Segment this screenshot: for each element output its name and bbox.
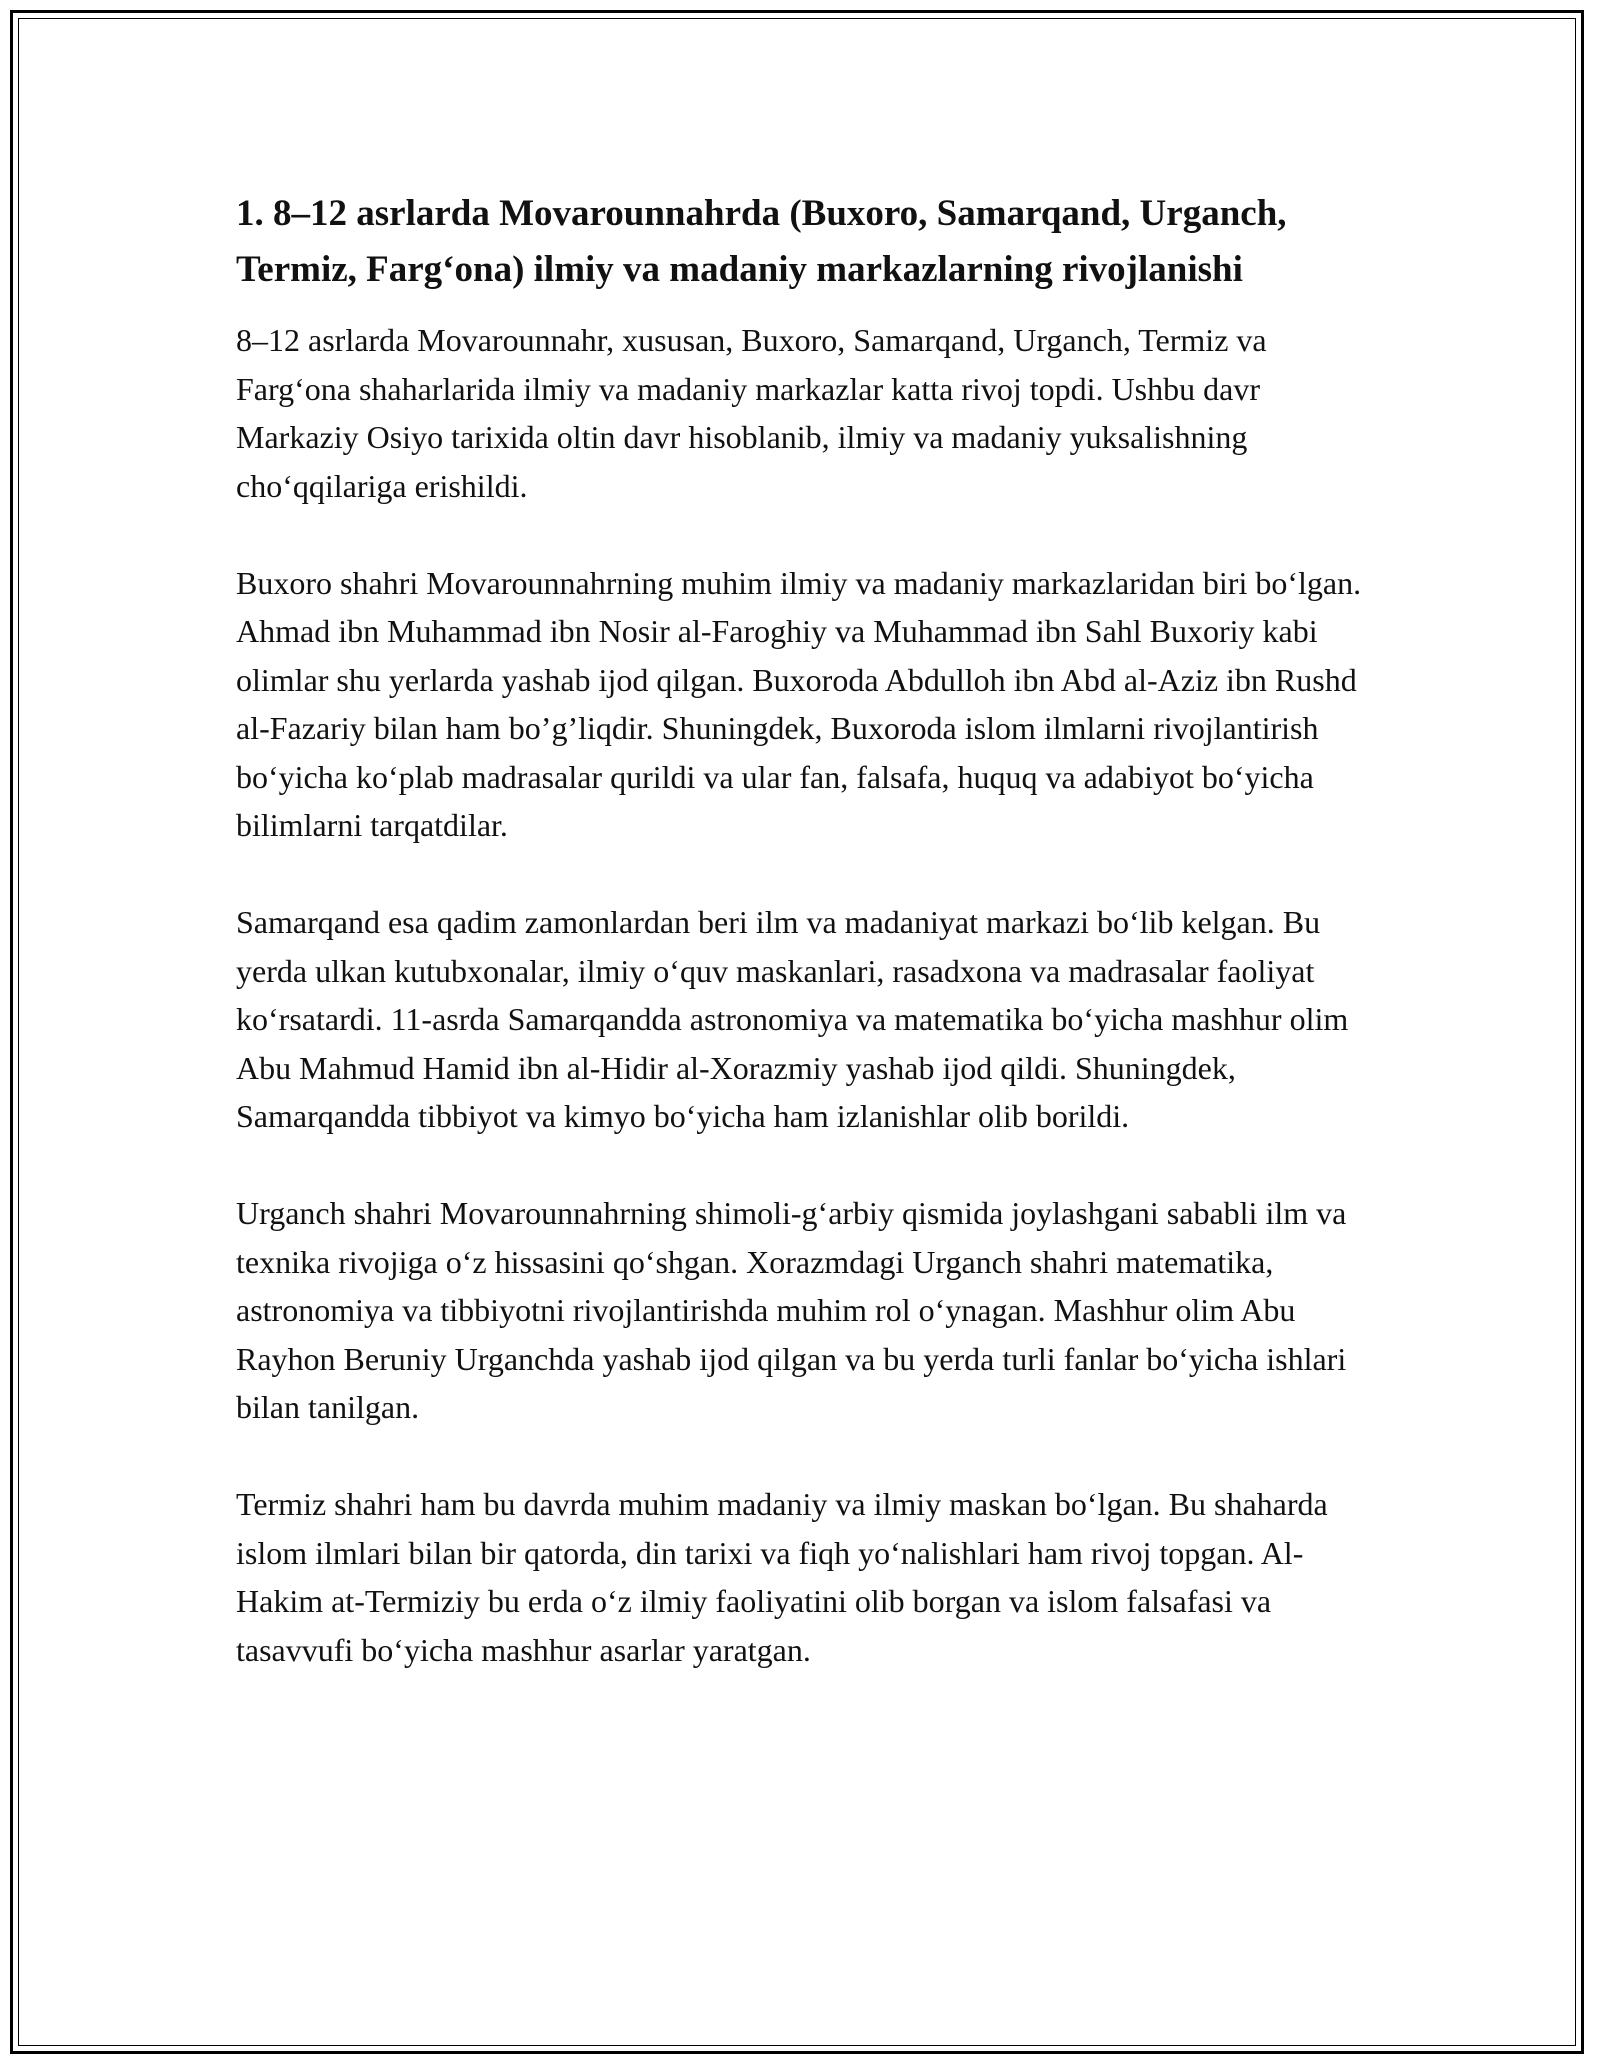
document-body (236, 186, 1366, 1723)
paragraph-urganch: Urganch shahri Movarounnahrning shimoli-g‘arbiy qismida joylashgani sababli ilm va texnika rivojiga o‘z hissasini qo‘shgan. Xorazmdagi Urganch shahri matematika, astronomiya va tibbiyotni rivojlantirishda muhim rol o‘ynagan. Mashhur olim Abu Rayhon Beruniy Urganchda yashab ijod qilgan va bu yerda turli fanlar bo‘yicha ishlari bilan tanilgan. (236, 1195, 1347, 1425)
paragraph-termiz: Termiz shahri ham bu davrda muhim madaniy va ilmiy maskan bo‘lgan. Bu shaharda islom ilmlari bilan bir qatorda, din tarixi va fiqh yo‘nalishlari ham rivoj topgan. Al-Hakim at-Termiziy bu erda o‘z ilmiy faoliyatini olib borgan va islom falsafasi va tasavvufi bo‘yicha mashhur asarlar yaratgan. (236, 1486, 1328, 1668)
paragraph-samarqand: Samarqand esa qadim zamonlardan beri ilm va madaniyat markazi bo‘lib kelgan. Bu yerda ulkan kutubxonalar, ilmiy o‘quv maskanlari, rasadxona va madrasalar faoliyat ko‘rsatardi. 11-asrda Samarqandda astronomiya va matematika bo‘yicha mashhur olim Abu Mahmud Hamid ibn al-Hidir al-Xorazmiy yashab ijod qildi. Shuningdek, Samarqandda tibbiyot va kimyo bo‘yicha ham izlanishlar olib borildi. (236, 904, 1349, 1134)
paragraph-buxoro: Buxoro shahri Movarounnahrning muhim ilmiy va madaniy markazlaridan biri bo‘lgan. Ahmad ibn Muhammad ibn Nosir al-Faroghiy va Muhammad ibn Sahl Buxoriy kabi olimlar shu yerlarda yashab ijod qilgan. Buxoroda Abdulloh ibn Abd al-Aziz ibn Rushd al-Fazariy bilan ham bo’g’liqdir. Shuningdek, Buxoroda islom ilmlarni rivojlantirish bo‘yicha ko‘plab madrasalar qurildi va ular fan, falsafa, huquq va adabiyot bo‘yicha bilimlarni tarqatdilar. (236, 564, 1362, 843)
paragraph-intro: 8–12 asrlarda Movarounnahr, xususan, Buxoro, Samarqand, Urganch, Termiz va Farg‘ona shaharlarida ilmiy va madaniy markazlar katta rivoj topdi. Ushbu davr Markaziy Osiyo tarixida oltin davr hisoblanib, ilmiy va madaniy yuksalishning cho‘qqilariga erishildi. (236, 322, 1267, 504)
document-title: 1. 8–12 asrlarda Movarounnahrda (Buxoro, Samarqand, Urganch, Termiz, Farg‘ona) ilmiy va madaniy markazlarning rivojlanishi (236, 193, 1287, 290)
